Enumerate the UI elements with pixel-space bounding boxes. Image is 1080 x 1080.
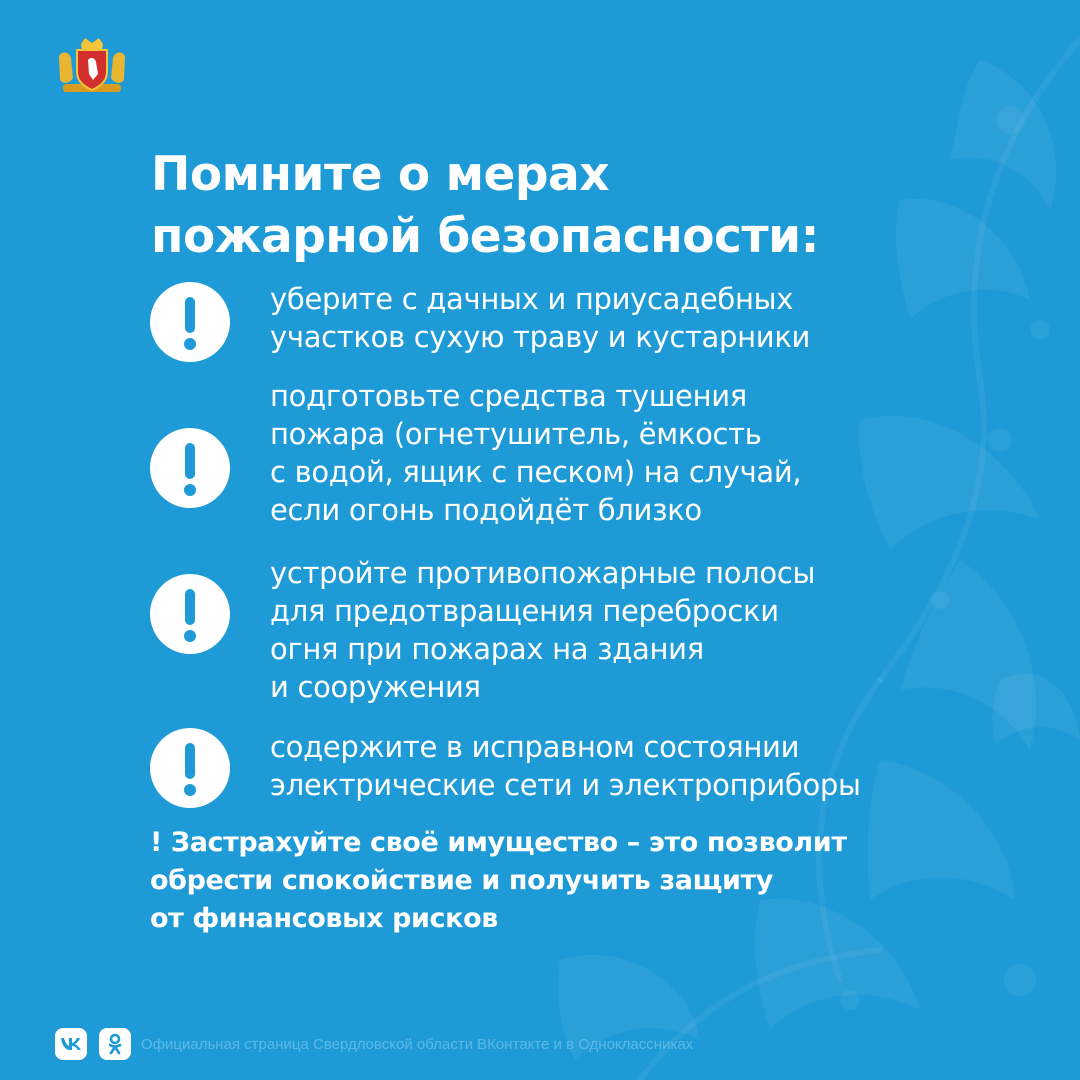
odnoklassniki-icon[interactable]: [99, 1028, 131, 1060]
coat-of-arms-logo: [55, 38, 129, 98]
exclamation-circle-icon: [150, 282, 230, 362]
item-text-line: пожара (огнетушитель, ёмкость: [270, 417, 762, 451]
item-text-line: огня при пожарах на здания: [270, 632, 704, 666]
note-line: от финансовых рисков: [150, 903, 498, 934]
exclamation-circle-icon: [150, 428, 230, 508]
insurance-note: [150, 824, 847, 938]
item-text-line: электрические сети и электроприборы: [270, 768, 861, 802]
item-text: [270, 728, 861, 804]
note-line: обрести спокойствие и получить защиту: [150, 865, 773, 896]
title-line: Помните о мерах: [151, 147, 610, 202]
item-text-line: если огонь подойдёт близко: [270, 493, 702, 527]
item-text: [270, 377, 801, 529]
item-text-line: с водой, ящик с песком) на случай,: [270, 455, 802, 489]
exclamation-circle-icon: [150, 574, 230, 654]
item-text-line: содержите в исправном состоянии: [270, 730, 800, 764]
title-line: пожарной безопасности:: [151, 209, 819, 264]
page-title: [151, 144, 1011, 268]
item-text-line: для предотвращения переброски: [270, 594, 779, 628]
note-line: ! Застрахуйте своё имущество – это позволит: [150, 827, 847, 858]
vk-icon[interactable]: [55, 1028, 87, 1060]
exclamation-circle-icon: [150, 728, 230, 808]
footer-caption: Официальная страница Свердловской области ВКонтакте и в Одноклассниках: [141, 1035, 694, 1053]
item-text: [270, 280, 810, 356]
item-text-line: участков сухую траву и кустарники: [270, 320, 811, 354]
item-text-line: устройте противопожарные полосы: [270, 556, 816, 590]
item-text-line: подготовьте средства тушения: [270, 379, 747, 413]
item-text: [270, 554, 815, 706]
item-text-line: уберите с дачных и приусадебных: [270, 282, 794, 316]
footer: [55, 1027, 693, 1061]
item-text-line: и сооружения: [270, 670, 481, 704]
